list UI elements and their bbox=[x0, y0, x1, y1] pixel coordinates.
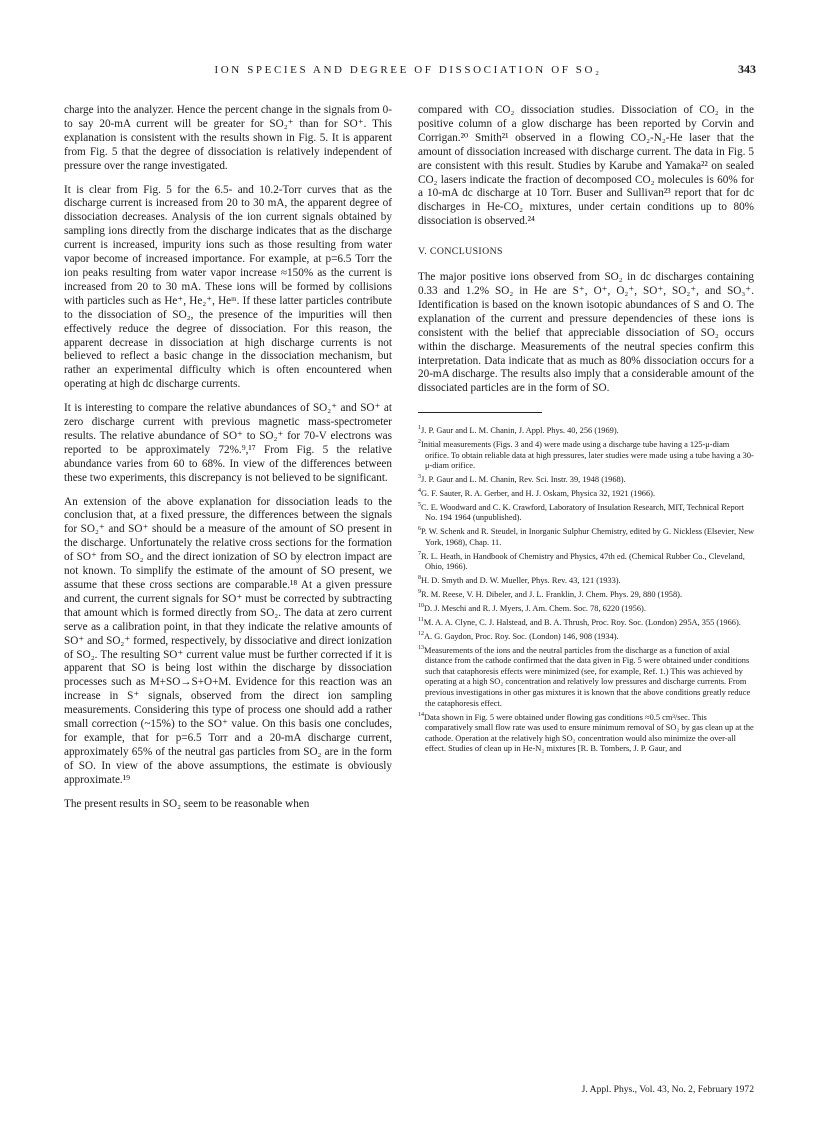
body-paragraph: The major positive ions observed from SO₂ in dc discharges containing 0.33 and 1.2% SO₂ in He are S⁺, O⁺, O₂⁺, SO⁺, SO₂⁺, and SO₃⁺. Identification is based on the known isotopic abundances of S and O. The explanation of the current and pressure dependencies of these ions is consistent with the belief that appreciable dissociation of SO₂ occurs within the discharge. Measurements of the neutral species confirm this interpretation. Data indicate that as much as 80% dissociation occurs for a 20-mA discharge. The results also imply that a considerable amount of the dissociated particles are in the form of SO. bbox=[418, 271, 754, 395]
right-column bbox=[418, 104, 754, 755]
reference-item: $^{13}$Measurements of the ions and the neutral particles from the discharge as a function of axial distance from the cathode confirmed that the data given in Fig. 5 were obtained under conditions such that cataphoresis effects were minimized (see, for example, Ref. 1.) This was achieved by operating at a high SO₂ concentration and relatively low pressures and discharge currents. From previous investigations in other gas mixtures it is known that the above conditions greatly reduce the cataphoresis effect. bbox=[418, 644, 751, 708]
reference-item: $^8$H. D. Smyth and D. W. Mueller, Phys. Rev. 43, 121 (1933). bbox=[418, 575, 621, 586]
reference-item: $^{14}$Data shown in Fig. 5 were obtained under flowing gas conditions ≈0.5 cm³/sec. This comparatively small flow rate was used to ensure minimum removal of SO₂ by gas clean up at the cathode. Operation at the relatively high SO₂ concentration would also minimize the over-all effect. Studies of clean up in He-N₂ mixtures [R. B. Tombers, J. P. Gaur, and bbox=[418, 711, 754, 754]
body-paragraph: An extension of the above explanation for dissociation leads to the conclusion that, at a fixed pressure, the differences between the signals for SO₂⁺ and SO⁺ should be a measure of the amount of SO present in the discharge. Unfortunately the relative cross sections for the formation of SO⁺ from SO₂ and the direct ionization of SO by electron impact are not known. To simplify the estimate of the amount of SO present, we assume that these cross sections are comparable.¹⁸ At a given pressure and current, the current signals for SO⁺ must be corrected by subtracting that amount which is formed directly from SO₂. The data at zero current serve as a calibration point, in that they indicate the relative amounts of SO⁺ and SO₂⁺ formed, respectively, by dissociative and direct ionization of SO₂. The resulting SO⁺ current value must be further corrected if it is apparent that SO is being lost within the discharge by dissociation processes such as M+SO→S+O+M. Evidence for this reaction was an increase in S⁺ signals, observed from the direct ion sampling measurements. Considering this type of process one should add a rather small correction (~15%) to the SO⁺ value. On this basis one concludes, for example, that for p=6.5 Torr and a 20-mA discharge current, approximately 65% of the neutral gas particles from SO₂ are in the form of SO. In view of the above assumptions, the estimate is obviously approximate.¹⁹ bbox=[64, 495, 392, 786]
reference-item: $^{10}$D. J. Meschi and R. J. Myers, J. Am. Chem. Soc. 78, 6220 (1956). bbox=[418, 603, 646, 613]
reference-item: $^2$Initial measurements (Figs. 3 and 4) were made using a discharge tube having a 125-μ-diam orifice. To obtain reliable data at high pressures, later studies were made using a tube having a 30-μ-diam orifice. bbox=[418, 439, 754, 471]
reference-item: $^7$R. L. Heath, in Handbook of Chemistry and Physics, 47th ed. (Chemical Rubber Co., Cleveland, Ohio, 1966). bbox=[418, 550, 745, 572]
reference-item: $^5$C. E. Woodward and C. K. Crawford, Laboratory of Insulation Research, MIT, Technical Report No. 194 1964 (unpublished). bbox=[418, 501, 744, 523]
running-title: ION SPECIES AND DEGREE OF DISSOCIATION OF SO₂ bbox=[214, 64, 602, 76]
reference-item: $^{11}$M. A. A. Clyne, C. J. Halstead, and B. A. Thrush, Proc. Roy. Soc. (London) 295A, 355 (1966). bbox=[418, 617, 741, 627]
reference-list bbox=[418, 423, 754, 755]
journal-footer: J. Appl. Phys., Vol. 43, No. 2, February 1972 bbox=[581, 1084, 754, 1095]
body-paragraph: It is clear from Fig. 5 for the 6.5- and 10.2-Torr curves that as the discharge current is increased from 20 to 30 mA, the apparent degree of dissociation decreases. Analysis of the ion current signals obtained by sampling ions directly from the discharge indicates that as the discharge current is increased, impurity ions such as those resulting from water vapor become of increased importance. For example, at p=6.5 Torr the ion peaks resulting from water vapor increase ≈150% as the current is increased from 20 to 30 mA. These ions will be formed by collisions with particles such as He⁺, He₂⁺, Heᵐ. If these latter particles contribute to the dissociation of SO₂, the presence of the impurities will then effectively reduce the degree of dissociation. For this reason, the apparent decrease in dissociation at high discharge currents is not believed to reflect a basic change in the dissociation mechanism, but rather an experimental difficulty which is often encountered when operating at high dc discharge currents. bbox=[64, 183, 392, 391]
page-number: 343 bbox=[738, 62, 756, 76]
body-paragraph: It is interesting to compare the relative abundances of SO₂⁺ and SO⁺ at zero discharge current with previous magnetic mass-spectrometer results. The relative abundance of SO⁺ to SO₂⁺ for 70-V electrons was reported to be approximately 72%.⁹,¹⁷ From Fig. 5 the relative abundance varies from 60 to 68%. In view of the differences between these two experiments, this discrepancy is not believed to be significant. bbox=[64, 402, 392, 484]
reference-item: $^6$P. W. Schenk and R. Steudel, in Inorganic Sulphur Chemistry, edited by G. Nickless (Elsevier, New York, 1968), Chap. 11. bbox=[418, 526, 754, 547]
body-paragraph: charge into the analyzer. Hence the percent change in the signals from 0- to say 20-mA current will be greater for SO₂⁺ than for SO⁺. This explanation is consistent with the results shown in Fig. 5. It is apparent from Fig. 5 that the degree of dissociation is relatively independent of pressure over the range investigated. bbox=[64, 104, 392, 172]
page-header bbox=[60, 62, 756, 82]
body-paragraph: The present results in SO₂ seem to be reasonable when bbox=[64, 797, 310, 810]
reference-item: $^9$R. M. Reese, V. H. Dibeler, and J. L. Franklin, J. Chem. Phys. 29, 880 (1958). bbox=[418, 589, 683, 600]
section-heading: V. CONCLUSIONS bbox=[418, 246, 503, 258]
footnote-divider bbox=[418, 412, 542, 413]
reference-item: $^1$J. P. Gaur and L. M. Chanin, J. Appl. Phys. 40, 256 (1969). bbox=[418, 425, 619, 436]
reference-item: $^4$G. F. Sauter, R. A. Gerber, and H. J. Oskam, Physica 32, 1921 (1966). bbox=[418, 488, 656, 498]
left-column bbox=[64, 104, 392, 812]
reference-item: $^3$J. P. Gaur and L. M. Chanin, Rev. Sci. Instr. 39, 1948 (1968). bbox=[418, 474, 626, 484]
reference-item: $^{12}$A. G. Gaydon, Proc. Roy. Soc. (London) 146, 908 (1934). bbox=[418, 630, 619, 641]
body-paragraph: compared with CO₂ dissociation studies. Dissociation of CO₂ in the positive column of a glow discharge has been reported by Corvin and Corrigan.²⁰ Smith²¹ observed in a flowing CO₂-N₂-He laser that the amount of dissociation increased with discharge current. The data in Fig. 5 are consistent with this result. Studies by Karube and Yamaka²² on sealed CO₂ lasers indicate the fraction of decomposed CO₂ molecules is 60% for a 10-mA dc discharge at 10 Torr. Buser and Sullivan²³ report that for dc discharges in He-CO₂ mixtures, under certain conditions up to 80% dissociation is observed.²⁴ bbox=[418, 104, 754, 228]
